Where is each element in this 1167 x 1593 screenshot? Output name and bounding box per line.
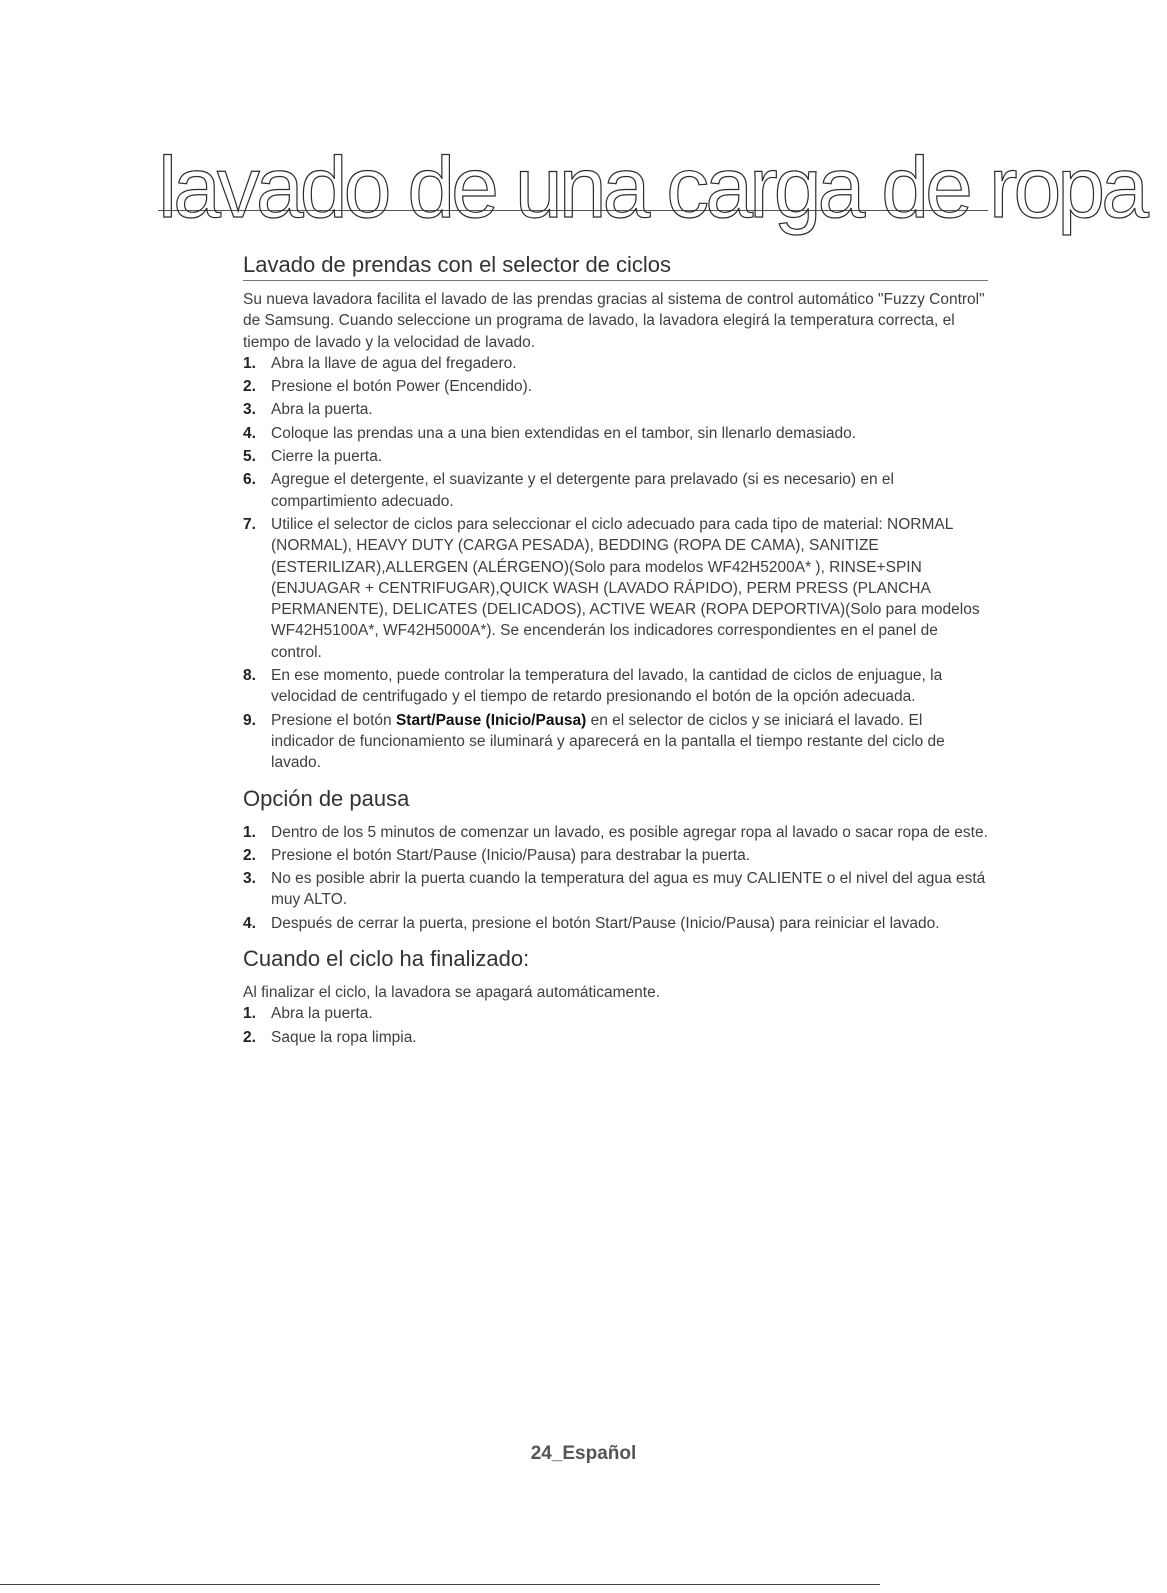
list-item: [243, 913, 988, 934]
step-text: Cierre la puerta.: [271, 448, 383, 466]
step-number: 5.: [243, 448, 256, 466]
list-item: [243, 376, 988, 397]
list-item: [243, 353, 988, 374]
list-item: [243, 446, 988, 467]
step-number: 3.: [243, 401, 256, 419]
start-pause-label: Start/Pause (Inicio/Pausa): [395, 711, 587, 729]
step-number: 4.: [243, 424, 256, 442]
page-title: lavado de una carga de ropa: [158, 140, 1145, 236]
step-number: 3.: [243, 870, 256, 888]
step-text: Dentro de los 5 minutos de comenzar un lavado, es posible agregar ropa al lavado o sacar ropa de este.: [271, 823, 988, 841]
step-text: Abra la puerta.: [271, 1005, 373, 1023]
pause-steps-list: [243, 822, 988, 934]
list-item: [243, 469, 988, 512]
step-text: Coloque las prendas una a una bien extendidas en el tambor, sin llenarlo demasiado.: [271, 424, 857, 442]
bottom-rule: [0, 1584, 880, 1585]
step-text: en el selector de ciclos y se iniciará el lavado. El indicador de funcionamiento se iluminará y aparecerá en la pantalla el tiempo restante del ciclo de lavado.: [271, 711, 945, 772]
finish-paragraph: Al finalizar el ciclo, la lavadora se apagará automáticamente.: [243, 984, 661, 1002]
list-item: [243, 665, 988, 708]
step-text: Abra la llave de agua del fregadero.: [271, 354, 517, 372]
list-item: [243, 868, 988, 911]
step-text: Utilice el selector de ciclos para seleccionar el ciclo adecuado para cada tipo de material: NORMAL (NORMAL), HEAVY DUTY (CARGA PESADA), BEDDING (ROPA DE CAMA), SANITIZE (ESTERILIZAR),ALLERGEN (ALÉRGENO)(Solo para modelos WF42H5200A* ), RINSE+SPIN (ENJUAGAR + CENTRIFUGAR),QUICK WASH (LAVADO RÁPIDO), PERM PRESS (PLANCHA PERMANENTE), DELICATES (DELICADOS), ACTIVE WEAR (ROPA DEPORTIVA)(Solo para modelos WF42H5100A*, WF42H5000A*). Se encenderán los indicadores correspondientes en el panel de control.: [271, 515, 980, 661]
step-text: Saque la ropa limpia.: [271, 1028, 417, 1046]
list-item: [243, 423, 988, 444]
list-item: [243, 710, 988, 774]
finish-steps-list: [243, 1003, 988, 1048]
step-text: No es posible abrir la puerta cuando la temperatura del agua es muy CALIENTE o el nivel del agua está muy ALTO.: [271, 870, 986, 909]
list-item: [243, 399, 988, 420]
list-item: [243, 514, 988, 663]
list-item: [243, 1003, 988, 1024]
step-text: Abra la puerta.: [271, 401, 373, 419]
step-number: 4.: [243, 914, 256, 932]
section-heading-pausa: Opción de pausa: [243, 785, 410, 811]
cycle-steps-list: [243, 353, 988, 774]
step-text: Después de cerrar la puerta, presione el botón Start/Pause (Inicio/Pausa) para reiniciar el lavado.: [271, 914, 940, 932]
intro-paragraph: Su nueva lavadora facilita el lavado de las prendas gracias al sistema de control automático "Fuzzy Control" de Samsung. Cuando seleccione un programa de lavado, la lavadora elegirá la temperatura correcta, el tiempo de lavado y la velocidad de lavado.: [243, 291, 985, 351]
step-number: 1.: [243, 823, 256, 841]
step-number: 6.: [243, 471, 256, 489]
step-text: Presione el botón Power (Encendido).: [271, 378, 533, 396]
step-number: 1.: [243, 354, 256, 372]
step-number: 2.: [243, 846, 256, 864]
step-number: 2.: [243, 1028, 256, 1046]
list-item: [243, 822, 988, 843]
list-item: [243, 1027, 988, 1048]
step-number: 1.: [243, 1005, 256, 1023]
step-number: 8.: [243, 667, 256, 685]
page-footer: 24_Español: [530, 1443, 637, 1464]
section-heading-finalizado: Cuando el ciclo ha finalizado:: [243, 946, 530, 972]
section-heading-ciclos: Lavado de prendas con el selector de ciclos: [243, 252, 988, 281]
list-item: [243, 845, 988, 866]
content: [243, 252, 988, 1050]
step-text: Agregue el detergente, el suavizante y el detergente para prelavado (si es necesario) en el compartimiento adecuado.: [271, 471, 894, 510]
step-number: 7.: [243, 515, 256, 533]
step-text: En ese momento, puede controlar la temperatura del lavado, la cantidad de ciclos de enjuague, la velocidad de centrifugado y el tiempo de retardo presionando el botón de la opción adecuada.: [271, 667, 943, 706]
step-text: Presione el botón Start/Pause (Inicio/Pausa) para destrabar la puerta.: [271, 846, 751, 864]
step-number: 9.: [243, 711, 256, 729]
step-text: Presione el botón: [271, 711, 396, 729]
step-number: 2.: [243, 378, 256, 396]
